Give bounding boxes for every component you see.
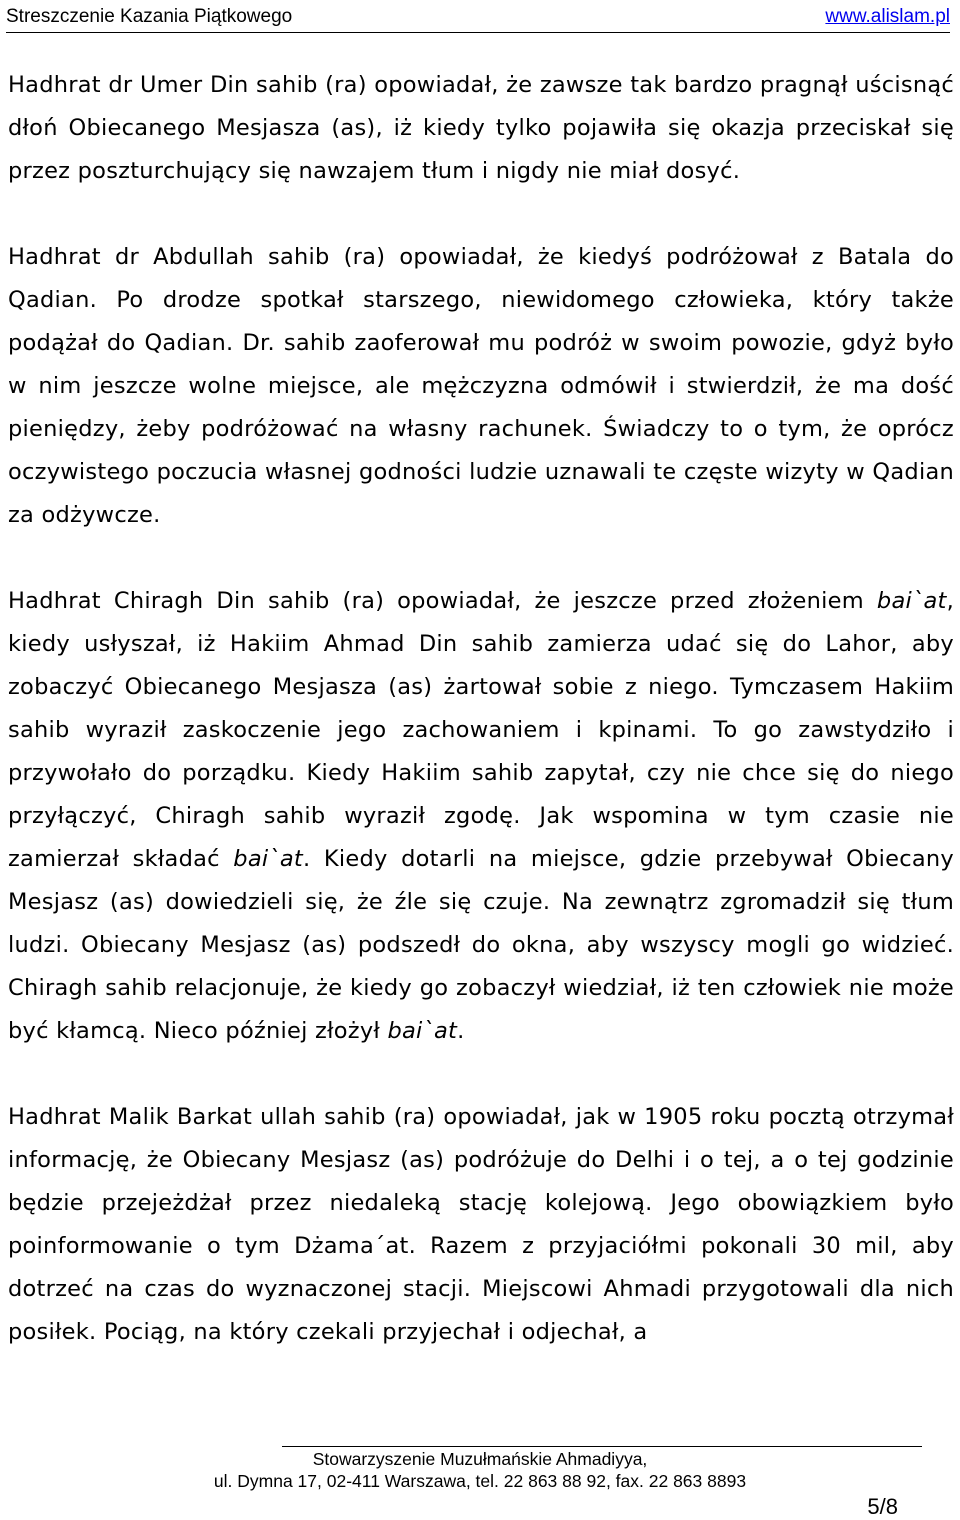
italic-term: bai`at (876, 588, 947, 614)
footer-divider (282, 1446, 922, 1447)
page-header (6, 4, 950, 33)
document-title: Streszczenie Kazania Piątkowego (6, 6, 293, 27)
paragraph-chiragh-din: Hadhrat Chiragh Din sahib (ra) opowiadał, że jeszcze przed złożeniem bai`at, kiedy usłyszał, iż Hakiim Ahmad Din sahib zamierza udać się do Lahor, aby zobaczyć Obiecanego Mesjasza (as) żartował sobie z niego. Tymczasem Hakiim sahib wyraził zaskoczenie jego zachowaniem i kpinami. To go zawstydziło i przywołało do porządku. Kiedy Hakiim sahib zapytał, czy nie chce się do niego przyłączyć, Chiragh sahib wyraził zgodę. Jak wspomina w tym czasie nie zamierzał składać bai`at. Kiedy dotarli na miejsce, gdzie przebywał Obiecany Mesjasz (as) dowiedzieli się, że źle się czuje. Na zewnątrz zgromadził się tłum ludzi. Obiecany Mesjasz (as) podszedł do okna, aby wszyscy mogli go widzieć. Chiragh sahib relacjonuje, że kiedy go zobaczył wiedział, iż ten człowiek nie może być kłamcą. Nieco później złożył bai`at. (8, 588, 954, 1044)
paragraph-malik-barkat: Hadhrat Malik Barkat ullah sahib (ra) opowiadał, jak w 1905 roku pocztą otrzymał informację, że Obiecany Mesjasz (as) podróżuje do Delhi i o tej, a o tej godzinie będzie przejeżdżał przez niedaleką stację kolejową. Jego obowiązkiem było poinformowanie o tym Dżama´at. Razem z przyjaciółmi pokonali 30 mil, aby dotrzeć na czas do wyznaczonej stacji. Miejscowi Ahmadi przygotowali dla nich posiłek. Pociąg, na który czekali przyjechał i odjechał, a (8, 1104, 954, 1345)
italic-term: bai`at (233, 846, 303, 872)
paragraph-umer-din: Hadhrat dr Umer Din sahib (ra) opowiadał, że zawsze tak bardzo pragnął uścisnąć dłoń Obiecanego Mesjasza (as), iż kiedy tylko pojawiła się okazja przeciskał się przez poszturchujący się nawzajem tłum i nigdy nie miał dosyć. (8, 72, 954, 184)
paragraph-abdullah: Hadhrat dr Abdullah sahib (ra) opowiadał, że kiedyś podróżował z Batala do Qadian. Po drodze spotkał starszego, niewidomego człowieka, który także podążał do Qadian. Dr. sahib zaoferował mu podróż w swoim powozie, gdyż było w nim jeszcze wolne miejsce, ale mężczyzna odmówił i stwierdził, że ma dość pieniędzy, żeby podróżować na własny rachunek. Świadczy to o tym, że oprócz oczywistego poczucia własnej godności ludzie uznawali te częste wizyty w Qadian za odżywcze. (8, 244, 954, 528)
page-number: 5/8 (867, 1494, 898, 1519)
italic-term: bai`at (387, 1018, 458, 1044)
document-body (8, 64, 954, 1354)
footer-address: ul. Dymna 17, 02-411 Warszawa, tel. 22 863 88 92, fax. 22 863 8893 (213, 1471, 747, 1491)
page-footer (0, 1448, 960, 1492)
site-link[interactable]: www.alislam.pl (825, 6, 950, 27)
footer-organization: Stowarzyszenie Muzułmańskie Ahmadiyya, (312, 1449, 648, 1469)
